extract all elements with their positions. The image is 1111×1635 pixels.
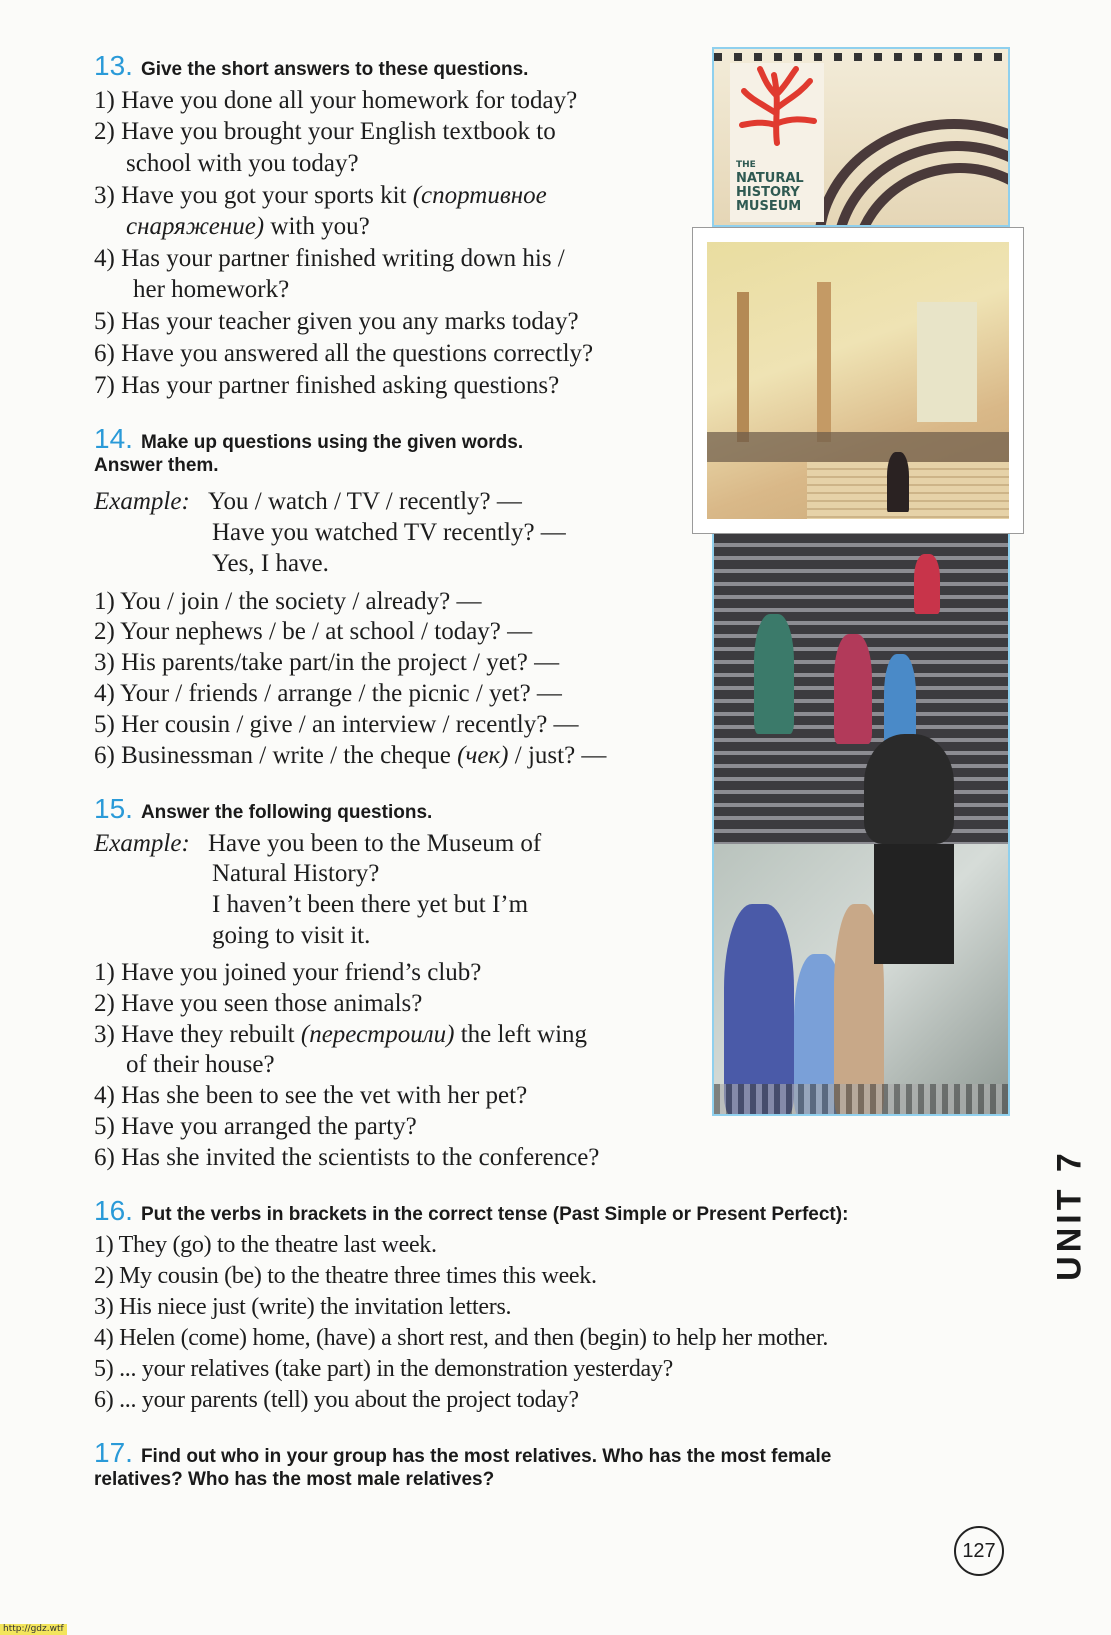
visitor-figure: [754, 614, 794, 734]
doorway: [917, 302, 977, 422]
ex15-item: [94, 1020, 587, 1050]
logo-word: HISTORY: [736, 185, 800, 200]
tree-logo-icon: [730, 63, 824, 148]
ex14-item: 2) Your nephews / be / at school / today? —: [94, 618, 533, 645]
logo-word: THE: [736, 160, 756, 170]
ex15-title: Answer the following questions.: [140, 802, 433, 823]
visitor-figure: [834, 634, 872, 744]
ex16-item: 3) His niece just (write) the invitation letters.: [94, 1294, 512, 1320]
ex15-example-line: Natural History?: [212, 860, 380, 887]
ex15-item: 5) Have you arranged the party?: [94, 1113, 417, 1140]
ex14-example-line: Have you watched TV recently? —: [212, 519, 566, 546]
ex15-heading: [94, 794, 432, 824]
ex16-title: Put the verbs in brackets in the correct tense (Past Simple or Present Perfect):: [140, 1204, 849, 1225]
ex15-item: 4) Has she been to see the vet with her pet?: [94, 1082, 528, 1109]
ex15-number: 15.: [94, 793, 133, 824]
ex17-title-cont: relatives? Who has the most male relatives?: [94, 1469, 495, 1490]
museum-logo: [730, 63, 824, 222]
visitor-figure: [914, 554, 940, 614]
ex13-line: 6) Have you answered all the questions correctly?: [94, 340, 594, 367]
unit-label-text: UNIT 7: [1050, 1149, 1089, 1281]
page-number: 127: [954, 1526, 1004, 1576]
ex13-line: [126, 212, 370, 242]
ex14-item: 5) Her cousin / give / an interview / recently? —: [94, 711, 579, 738]
giraffe-figure: [737, 292, 749, 442]
ex15-example-label: Example:: [94, 830, 190, 857]
museum-hall-painting: [692, 227, 1024, 534]
ex13-title: Give the short answers to these questions.: [140, 59, 529, 80]
greek-key-pattern: [714, 1084, 1008, 1114]
family-at-exhibit-photo: [712, 844, 1010, 1116]
urn: [864, 734, 954, 844]
ex15-example-line: going to visit it.: [212, 922, 371, 949]
ex13-heading: [94, 51, 528, 81]
ex13-number: 13.: [94, 50, 133, 81]
logo-text: [736, 158, 804, 214]
ex13-translation: снаряжение): [126, 213, 265, 240]
ex14-example-label: Example:: [94, 488, 190, 515]
ex14-item: [94, 741, 606, 771]
ex14-item: 1) You / join / the society / already? —: [94, 588, 482, 615]
giraffe-figure: [817, 282, 831, 442]
ex13-line: 2) Have you brought your English textbook to: [94, 118, 556, 145]
decorative-border: [714, 53, 1008, 61]
ex14-text: 6) Businessman / write / the cheque: [94, 742, 451, 769]
ex16-item: 4) Helen (come) home, (have) a short rest, and then (begin) to help her mother.: [94, 1325, 829, 1351]
ex14-title-cont: Answer them.: [94, 455, 219, 476]
ex16-item: 5) ... your relatives (take part) in the demonstration yesterday?: [94, 1356, 673, 1382]
ex13-line: 1) Have you done all your homework for today?: [94, 87, 578, 114]
ex15-item: 1) Have you joined your friend’s club?: [94, 959, 482, 986]
ex16-heading: [94, 1196, 848, 1226]
ex15-item: 2) Have you seen those animals?: [94, 990, 423, 1017]
ex14-heading: [94, 424, 523, 454]
ex15-example-line: I haven’t been there yet but I’m: [212, 891, 529, 918]
ex17-number: 17.: [94, 1437, 133, 1468]
footer-url[interactable]: http://gdz.wtf: [0, 1624, 67, 1635]
ex15-text: the left wing: [460, 1021, 588, 1048]
ex14-translation: (чек): [457, 742, 509, 769]
ex13-text: 3) Have you got your sports kit: [94, 182, 407, 209]
museum-steps-photo: [712, 534, 1010, 844]
ex16-item: 1) They (go) to the theatre last week.: [94, 1232, 437, 1258]
unit-label: [1046, 1150, 1094, 1280]
ex15-text: 3) Have they rebuilt: [94, 1021, 295, 1048]
exhibit-base: [707, 432, 1009, 462]
ex14-item: 3) His parents/take part/in the project / yet? —: [94, 649, 560, 676]
logo-word: NATURAL: [736, 171, 804, 186]
visitor-figure: [887, 452, 909, 512]
logo-word: MUSEUM: [736, 199, 802, 214]
ex17-title: Find out who in your group has the most relatives. Who has the most female: [140, 1446, 832, 1467]
ex16-item: 6) ... your parents (tell) you about the project today?: [94, 1387, 579, 1413]
ex13-translation: (спортивное: [412, 182, 547, 209]
painting-image: [707, 242, 1009, 519]
ex15-item: of their house?: [126, 1051, 275, 1078]
ex15-item: 6) Has she invited the scientists to the conference?: [94, 1144, 600, 1171]
ex13-line: [94, 181, 547, 211]
ex14-item: 4) Your / friends / arrange / the picnic / yet? —: [94, 680, 562, 707]
ex14-number: 14.: [94, 423, 133, 454]
ex16-number: 16.: [94, 1195, 133, 1226]
ex17-heading: [94, 1438, 831, 1468]
ex13-line: her homework?: [133, 276, 290, 303]
ex13-line: 5) Has your teacher given you any marks today?: [94, 308, 579, 335]
ex16-item: 2) My cousin (be) to the theatre three times this week.: [94, 1263, 597, 1289]
ex13-text: with you?: [270, 213, 370, 240]
ex14-title: Make up questions using the given words.: [140, 432, 524, 453]
ex14-example-line: Yes, I have.: [212, 550, 329, 577]
ex15-example-line: Have you been to the Museum of: [208, 830, 542, 857]
ex13-line: school with you today?: [126, 150, 359, 177]
ex15-translation: (перестроили): [300, 1021, 455, 1048]
ex14-text: / just? —: [514, 742, 607, 769]
urn-base: [874, 844, 954, 964]
ex13-line: 4) Has your partner finished writing down his /: [94, 245, 565, 272]
ex14-example-line: You / watch / TV / recently? —: [208, 488, 522, 515]
ex13-line: 7) Has your partner finished asking questions?: [94, 372, 560, 399]
